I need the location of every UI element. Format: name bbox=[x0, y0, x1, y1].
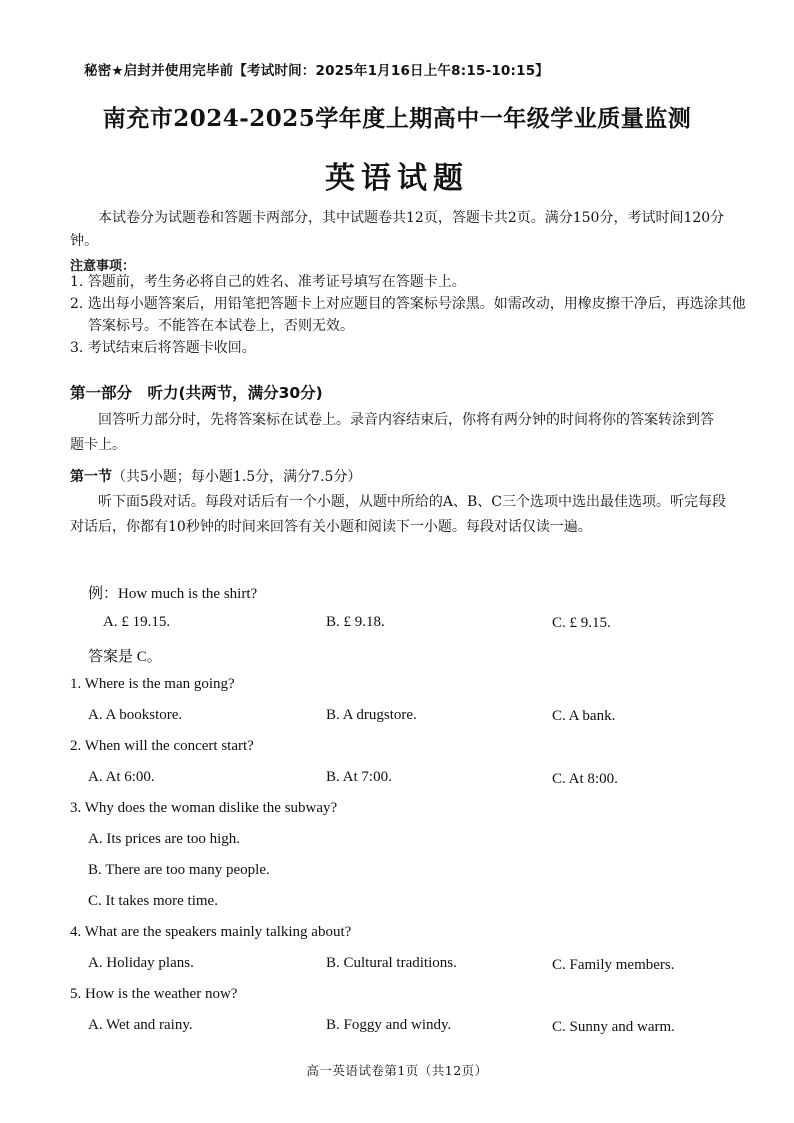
question-2-option-c: C. At 8:00. bbox=[552, 771, 618, 787]
question-3-option-b: B. There are too many people. bbox=[88, 862, 270, 878]
question-4-option-a: A. Holiday plans. bbox=[88, 955, 194, 971]
page-footer: 高一英语试卷第1页（共12页） bbox=[306, 1063, 488, 1078]
question-5-option-a: A. Wet and rainy. bbox=[88, 1017, 193, 1033]
example-option-b: B. £ 9.18. bbox=[326, 614, 385, 630]
section1-detail: （共5小题；每小题1.5分，满分7.5分） bbox=[112, 469, 362, 485]
question-4-option-c: C. Family members. bbox=[552, 957, 675, 973]
section1-intro: 听下面5段对话。每段对话后有一个小题，从题中所给的A、B、C三个选项中选出最佳选项。听完每段对话后，你都有10秒钟的时间来回答有关小题和阅读下一小题。每段对话仅读一遍。 bbox=[70, 494, 727, 535]
example-option-a: A. £ 19.15. bbox=[103, 614, 171, 630]
question-5-option-b: B. Foggy and windy. bbox=[326, 1017, 452, 1033]
question-4: 4. What are the speakers mainly talking about? bbox=[70, 924, 352, 940]
subject-title: 英语试题 bbox=[325, 161, 469, 196]
question-2-option-a: A. At 6:00. bbox=[88, 769, 155, 785]
question-3-option-c: C. It takes more time. bbox=[88, 893, 218, 909]
question-1: 1. Where is the man going? bbox=[70, 676, 235, 692]
question-1-option-c: C. A bank. bbox=[552, 708, 616, 724]
question-5: 5. How is the weather now? bbox=[70, 986, 238, 1002]
part1-heading: 第一部分 听力(共两节，满分30分) bbox=[70, 384, 323, 402]
example-answer: 答案是 C。 bbox=[88, 649, 162, 665]
question-1-option-a: A. A bookstore. bbox=[88, 707, 183, 723]
question-3: 3. Why does the woman dislike the subway? bbox=[70, 800, 338, 816]
notes-heading: 注意事项： bbox=[70, 259, 136, 274]
confidential-header: 秘密★启封并使用完毕前【考试时间：2025年1月16日上午8:15-10:15】 bbox=[84, 63, 550, 79]
example-option-c: C. £ 9.15. bbox=[552, 615, 611, 631]
section1-label: 第一节 bbox=[70, 469, 112, 485]
exam-intro: 本试卷分为试题卷和答题卡两部分，其中试题卷共12页，答题卡共2页。满分150分，考试时间120分钟。 bbox=[70, 210, 725, 249]
note-item: 3. 考试结束后将答题卡收回。 bbox=[70, 340, 256, 356]
part1-intro: 回答听力部分时，先将答案标在试卷上。录音内容结束后，你将有两分钟的时间将你的答案转涂到答题卡上。 bbox=[70, 412, 714, 453]
example-question: 例：How much is the shirt? bbox=[88, 586, 258, 602]
exam-title: 南充市2024-2025学年度上期高中一年级学业质量监测 bbox=[102, 105, 692, 132]
question-4-option-b: B. Cultural traditions. bbox=[326, 955, 457, 971]
question-1-option-b: B. A drugstore. bbox=[326, 707, 417, 723]
question-2: 2. When will the concert start? bbox=[70, 738, 254, 754]
question-3-option-a: A. Its prices are too high. bbox=[88, 831, 241, 847]
note-item: 2. 选出每小题答案后，用铅笔把答题卡上对应题目的答案标号涂黑。如需改动，用橡皮擦干净后，再选涂其他答案标号。不能答在本试卷上，否则无效。 bbox=[70, 296, 746, 334]
question-2-option-b: B. At 7:00. bbox=[326, 769, 392, 785]
section1-heading bbox=[70, 466, 361, 486]
question-5-option-c: C. Sunny and warm. bbox=[552, 1019, 675, 1035]
note-item: 1. 答题前，考生务必将自己的姓名、准考证号填写在答题卡上。 bbox=[70, 274, 466, 290]
